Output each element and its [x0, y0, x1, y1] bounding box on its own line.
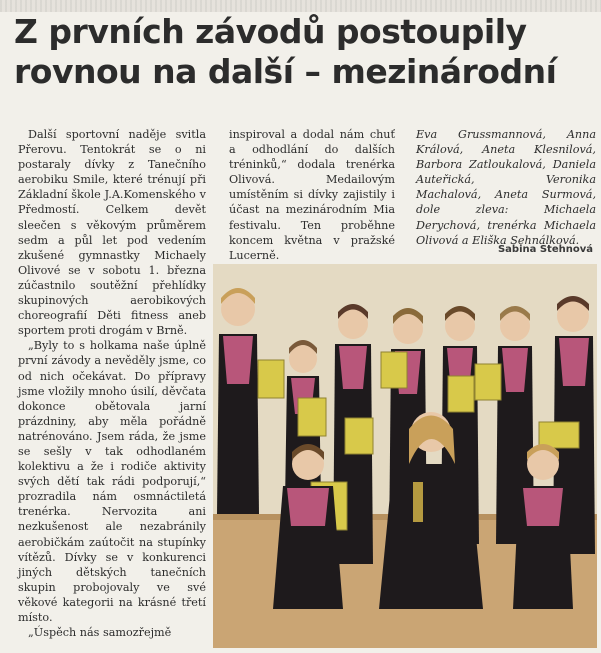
photo-caption-names: Eva Grussmannová, Anna Králová, Aneta Klesnilová, Barbora Zatloukalová, Daniela Auteřická, Veronika Machalová, Aneta Surmová, dole zleva: Michaela Derychová, trenérka Michaela Olivová a Eliška Sehnálková.	[416, 128, 596, 247]
team-photo	[213, 264, 597, 648]
paragraph-continuation: inspiroval a dodal nám chuť a odhodlání do dalších tréninků,“ dodala trenérka Olivová. Medailovým umístěním si dívky zajistily i účast na mezinárodním Mia festivalu. Ten proběhne koncem května v pražské Lucerně.	[229, 128, 395, 262]
article-column-1	[18, 127, 206, 640]
paragraph-quote: „Byly to s holkama naše úplně první závody a nevěděly jsme, co od nich očekávat. Do přípravy jsme vložily mnoho úsilí, děvčata dokonce obětovala jarní prázdniny, aby měla pořádně natrénováno. Jsem ráda, že jsme se sešly v tak odhodlaném kolektivu a že i rodiče aktivity svých dětí tak rádi podporují,“ prozradila nám osmnáctiletá trenérka. Nervozita ani nezkušenost ale nezabránily aerobičkám zaútočit na stupínky vítězů. Dívky se v konkurenci jiných dětských tanečních skupin probojovaly ve své věkové kategorii na krásné třetí místo.	[18, 339, 206, 624]
paragraph-quote-continued: „Úspěch nás samozřejmě	[28, 626, 172, 640]
author-byline: Sabina Stehnová	[497, 244, 593, 255]
previous-article-strip	[0, 0, 601, 12]
team-photo-illustration	[213, 264, 597, 648]
article-column-2	[229, 127, 395, 278]
article-column-3	[416, 127, 596, 248]
headline-line-2: rovnou na další – mezinárodní	[14, 52, 557, 91]
article-headline	[14, 12, 594, 92]
paragraph-intro: Další sportovní naděje svitla Přerovu. Tentokrát se o ni postaraly dívky z Tanečního aerobiku Smile, které trénují při Základní škole J.A.Komenského v Předmostí. Celkem devět sleečen s věkovým průměrem sedm a půl let pod vedením zkušené gymnastky Michaely Olivové se v sobotu 1. března zúčastnilo soutěžní přehlídky skupinových aerobikových choreografií Děti fitness aneb sportem proti drogám v Brně.	[18, 128, 206, 338]
headline-line-1: Z prvních závodů postoupily	[14, 12, 527, 51]
